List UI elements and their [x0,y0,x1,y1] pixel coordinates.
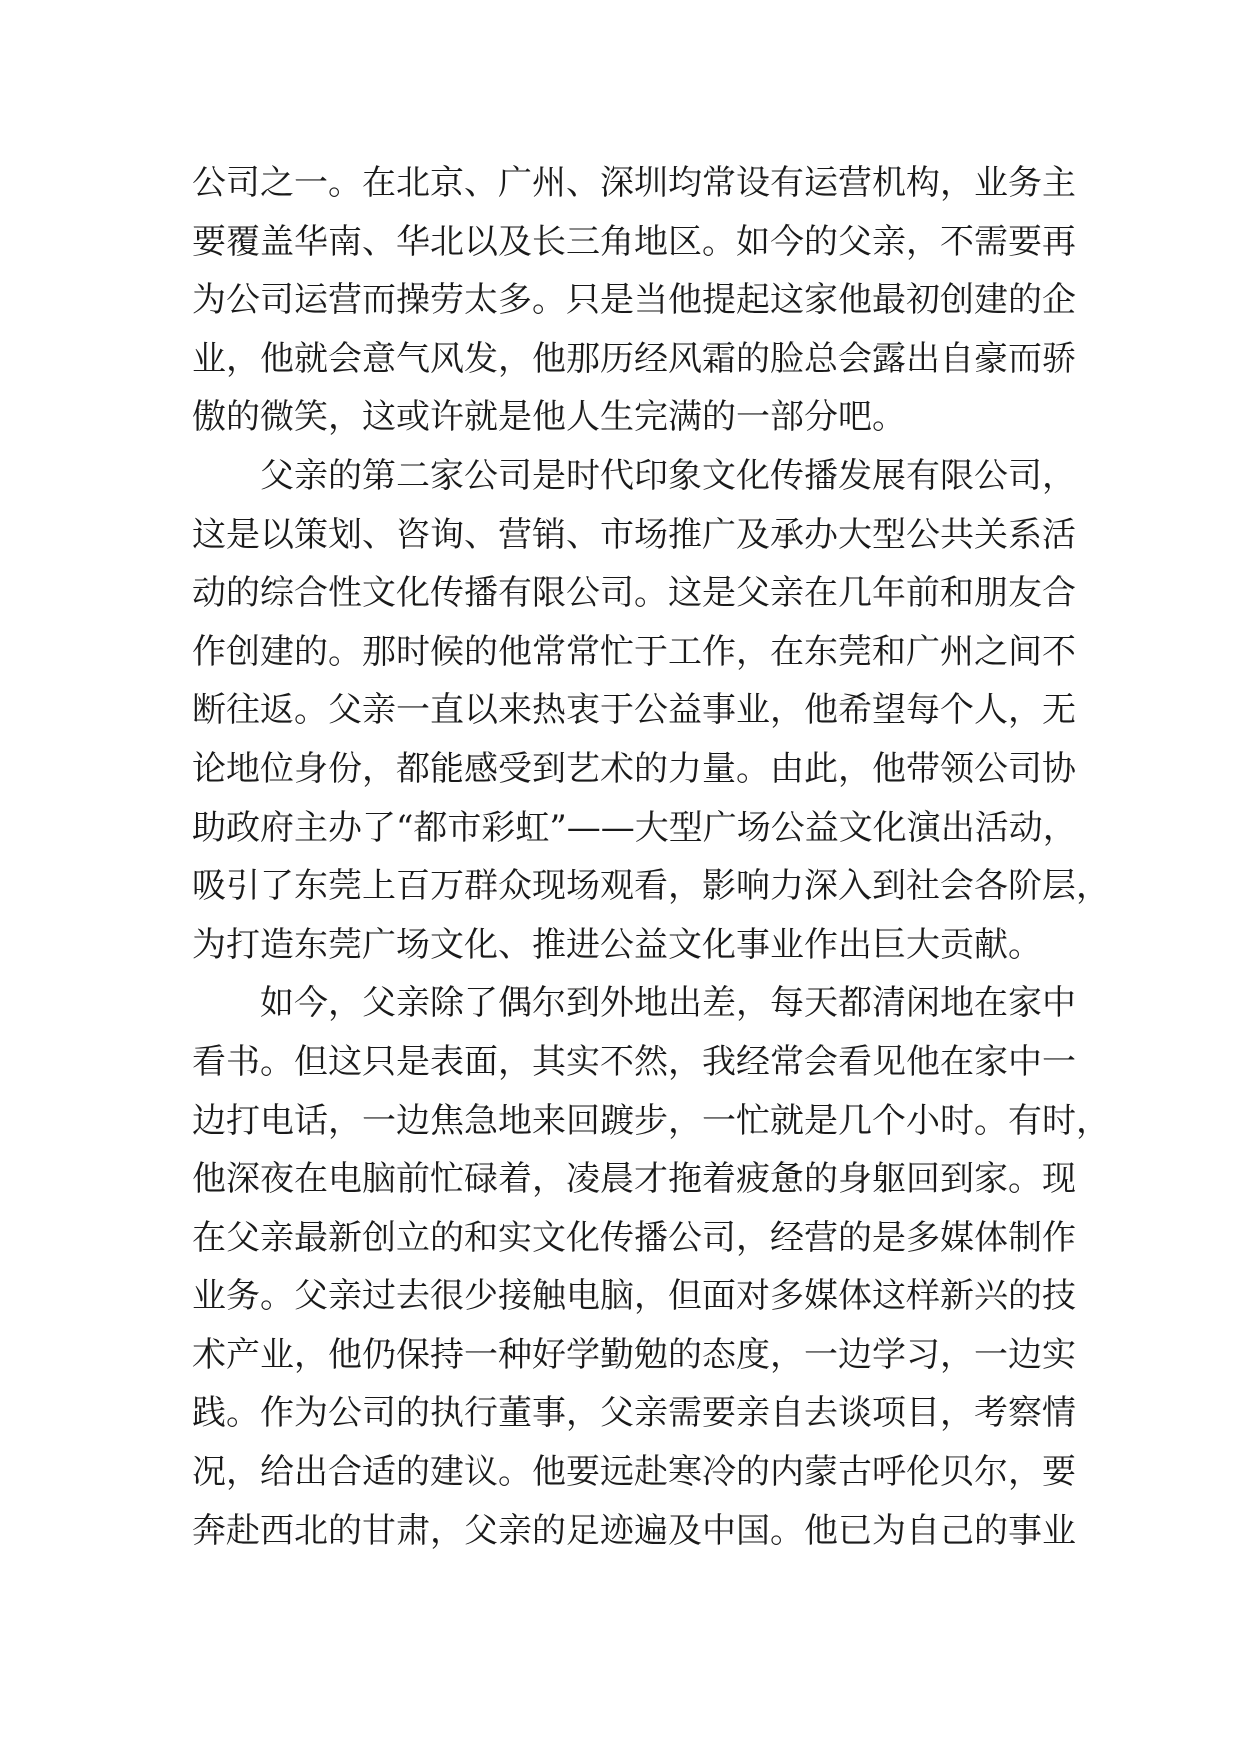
text-line: 断往返。父亲一直以来热衷于公益事业，他希望每个人，无 [192,690,1076,731]
text-line: 在父亲最新创立的和实文化传播公司，经营的是多媒体制作 [192,1217,1076,1258]
text-line: 为打造东莞广场文化、推进公益文化事业作出巨大贡献。 [192,924,1042,965]
text-line: 践。作为公司的执行董事，父亲需要亲自去谈项目，考察情 [192,1393,1076,1434]
text-line: 业，他就会意气风发，他那历经风霜的脸总会露出自豪而骄 [192,338,1076,379]
text-line: 况，给出合适的建议。他要远赴寒冷的内蒙古呼伦贝尔，要 [192,1452,1076,1493]
body-text [192,154,1110,1560]
text-line: 动的综合性文化传播有限公司。这是父亲在几年前和朋友合 [192,573,1076,614]
text-line: 公司之一。在北京、广州、深圳均常设有运营机构，业务主 [192,163,1076,203]
text-line: 论地位身份，都能感受到艺术的力量。由此，他带领公司协 [192,748,1076,789]
text-line: 看书。但这只是表面，其实不然，我经常会看见他在家中一 [192,1041,1076,1082]
text-line: 业务。父亲过去很少接触电脑，但面对多媒体这样新兴的技 [192,1276,1076,1317]
text-line: 父亲的第二家公司是时代印象文化传播发展有限公司， [192,455,1076,496]
text-line: 边打电话，一边焦急地来回踱步，一忙就是几个小时。有时， [192,1100,1110,1141]
text-line: 他深夜在电脑前忙碌着，凌晨才拖着疲惫的身躯回到家。现 [192,1159,1076,1200]
text-line: 助政府主办了“都市彩虹”——大型广场公益文化演出活动， [192,807,1077,848]
text-line: 作创建的。那时候的他常常忙于工作，在东莞和广州之间不 [192,631,1076,672]
text-line: 这是以策划、咨询、营销、市场推广及承办大型公共关系活 [192,514,1076,555]
text-line: 傲的微笑，这或许就是他人生完满的一部分吧。 [192,397,906,438]
text-line: 术产业，他仍保持一种好学勤勉的态度，一边学习，一边实 [192,1334,1076,1375]
text-line: 要覆盖华南、华北以及长三角地区。如今的父亲，不需要再 [192,221,1076,262]
text-line: 如今，父亲除了偶尔到外地出差，每天都清闲地在家中 [192,983,1076,1024]
text-line: 为公司运营而操劳太多。只是当他提起这家他最初创建的企 [192,280,1076,321]
text-line: 奔赴西北的甘肃，父亲的足迹遍及中国。他已为自己的事业 [192,1510,1076,1551]
text-line: 吸引了东莞上百万群众现场观看，影响力深入到社会各阶层， [192,866,1110,907]
